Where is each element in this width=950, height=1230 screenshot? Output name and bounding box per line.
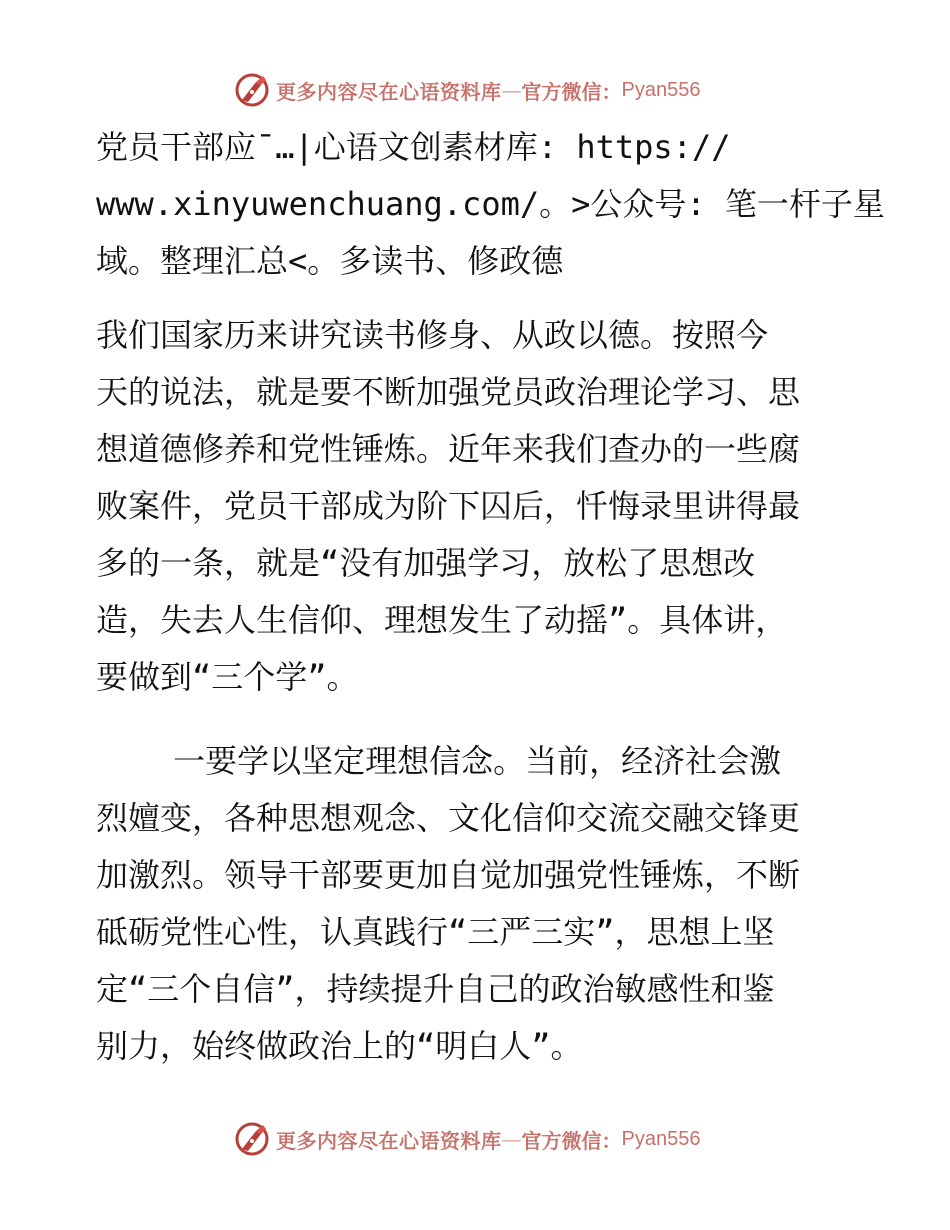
text-line: 要做到“三个学”。: [96, 658, 359, 696]
text-line: 造，失去人生信仰、理想发生了动摇”。具体讲，: [96, 601, 788, 639]
text-line: 败案件，党员干部成为阶下囚后，忏悔录里讲得最: [96, 487, 801, 525]
banner-contact-id: Pyan556: [621, 1127, 701, 1150]
text-line: 一要学以坚定理想信念。当前，经济社会激: [96, 742, 782, 780]
banner-contact-id: Pyan556: [621, 78, 701, 101]
text-line: 加激烈。领导干部要更加自觉加强党性锤炼，不断: [96, 856, 801, 894]
banner-text: 更多内容尽在心语资料库: [276, 1128, 502, 1153]
banner-text: 更多内容尽在心语资料库: [276, 79, 502, 104]
header-banner: [234, 70, 700, 110]
text-line: www.xinyuwenchuang.com/。>公众号: 笔一杆子星: [96, 185, 885, 223]
text-line: 定“三个自信”，持续提升自己的政治敏感性和鉴: [96, 970, 775, 1008]
text-line: 烈嬗变，各种思想观念、文化信仰交流交融交锋更: [96, 799, 801, 837]
pen-nib-logo-icon: [234, 1121, 270, 1157]
pen-nib-logo-icon: [234, 72, 270, 108]
text-line: 想道德修养和党性锤炼。近年来我们查办的一些腐: [96, 430, 801, 468]
text-line: 砥砺党性心性，认真践行“三严三实”，思想上坚: [96, 913, 775, 951]
banner-dash: —: [501, 1127, 522, 1151]
paragraph-2: [96, 307, 856, 706]
text-line: 域。整理汇总<。多读书、修政德: [96, 242, 564, 280]
paragraph-1: [96, 119, 885, 290]
banner-contact-label: 官方微信：: [521, 1128, 622, 1153]
footer-banner: [234, 1119, 700, 1159]
banner-contact-label: 官方微信：: [521, 79, 622, 104]
paragraph-3: [96, 733, 856, 1075]
text-line: 多的一条，就是“没有加强学习，放松了思想改: [96, 544, 756, 582]
text-line: 别力，始终做政治上的“明白人”。: [96, 1027, 583, 1065]
text-line: 我们国家历来讲究读书修身、从政以德。按照今: [96, 316, 769, 354]
text-line: 党员干部应¯…|心语文创素材库: https://: [96, 128, 731, 166]
text-line: 天的说法，就是要不断加强党员政治理论学习、思: [96, 373, 801, 411]
banner-dash: —: [501, 78, 522, 102]
